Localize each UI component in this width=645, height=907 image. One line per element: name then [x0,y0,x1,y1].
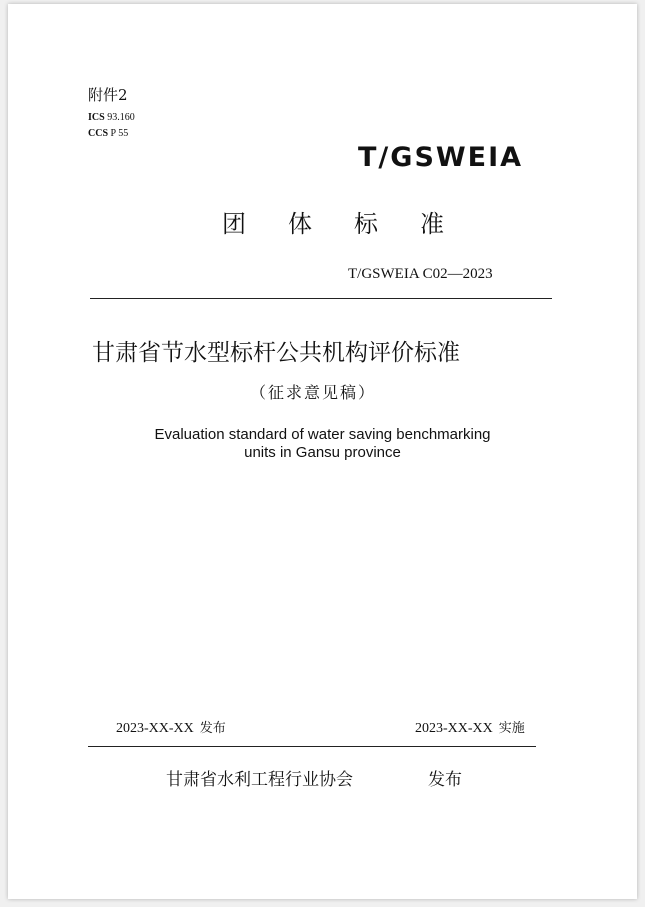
standard-type: 团体标准 [222,210,486,238]
implement-date-value: 2023-XX-XX [415,721,493,736]
standard-number: T/GSWEIA C02—2023 [348,266,493,282]
brand-code: T/GSWEIA [358,142,524,173]
ics-code [88,112,135,123]
bottom-divider [88,746,536,747]
ccs-value: P 55 [110,128,129,139]
document-page [8,4,637,899]
issue-date [116,717,226,737]
title-en-line-2: units in Gansu province [244,444,401,461]
issue-date-value: 2023-XX-XX [116,721,194,736]
ccs-label: CCS [88,128,109,139]
top-divider [90,298,552,299]
publish-word: 发布 [428,770,462,790]
ccs-code [88,128,128,139]
implement-word: 实施 [498,721,525,736]
draft-note: （征求意见稿） [250,383,377,402]
ics-value: 93.160 [107,112,135,123]
publisher-name: 甘肃省水利工程行业协会 [166,770,353,790]
document-title-cn: 甘肃省节水型标杆公共机构评价标准 [92,340,460,366]
document-title-en [68,426,577,462]
attachment-label: 附件2 [88,86,128,104]
ics-label: ICS [88,112,105,123]
implement-date [415,717,525,737]
title-en-line-1: Evaluation standard of water saving benchmarking [154,426,491,443]
issue-word: 发布 [199,721,226,736]
